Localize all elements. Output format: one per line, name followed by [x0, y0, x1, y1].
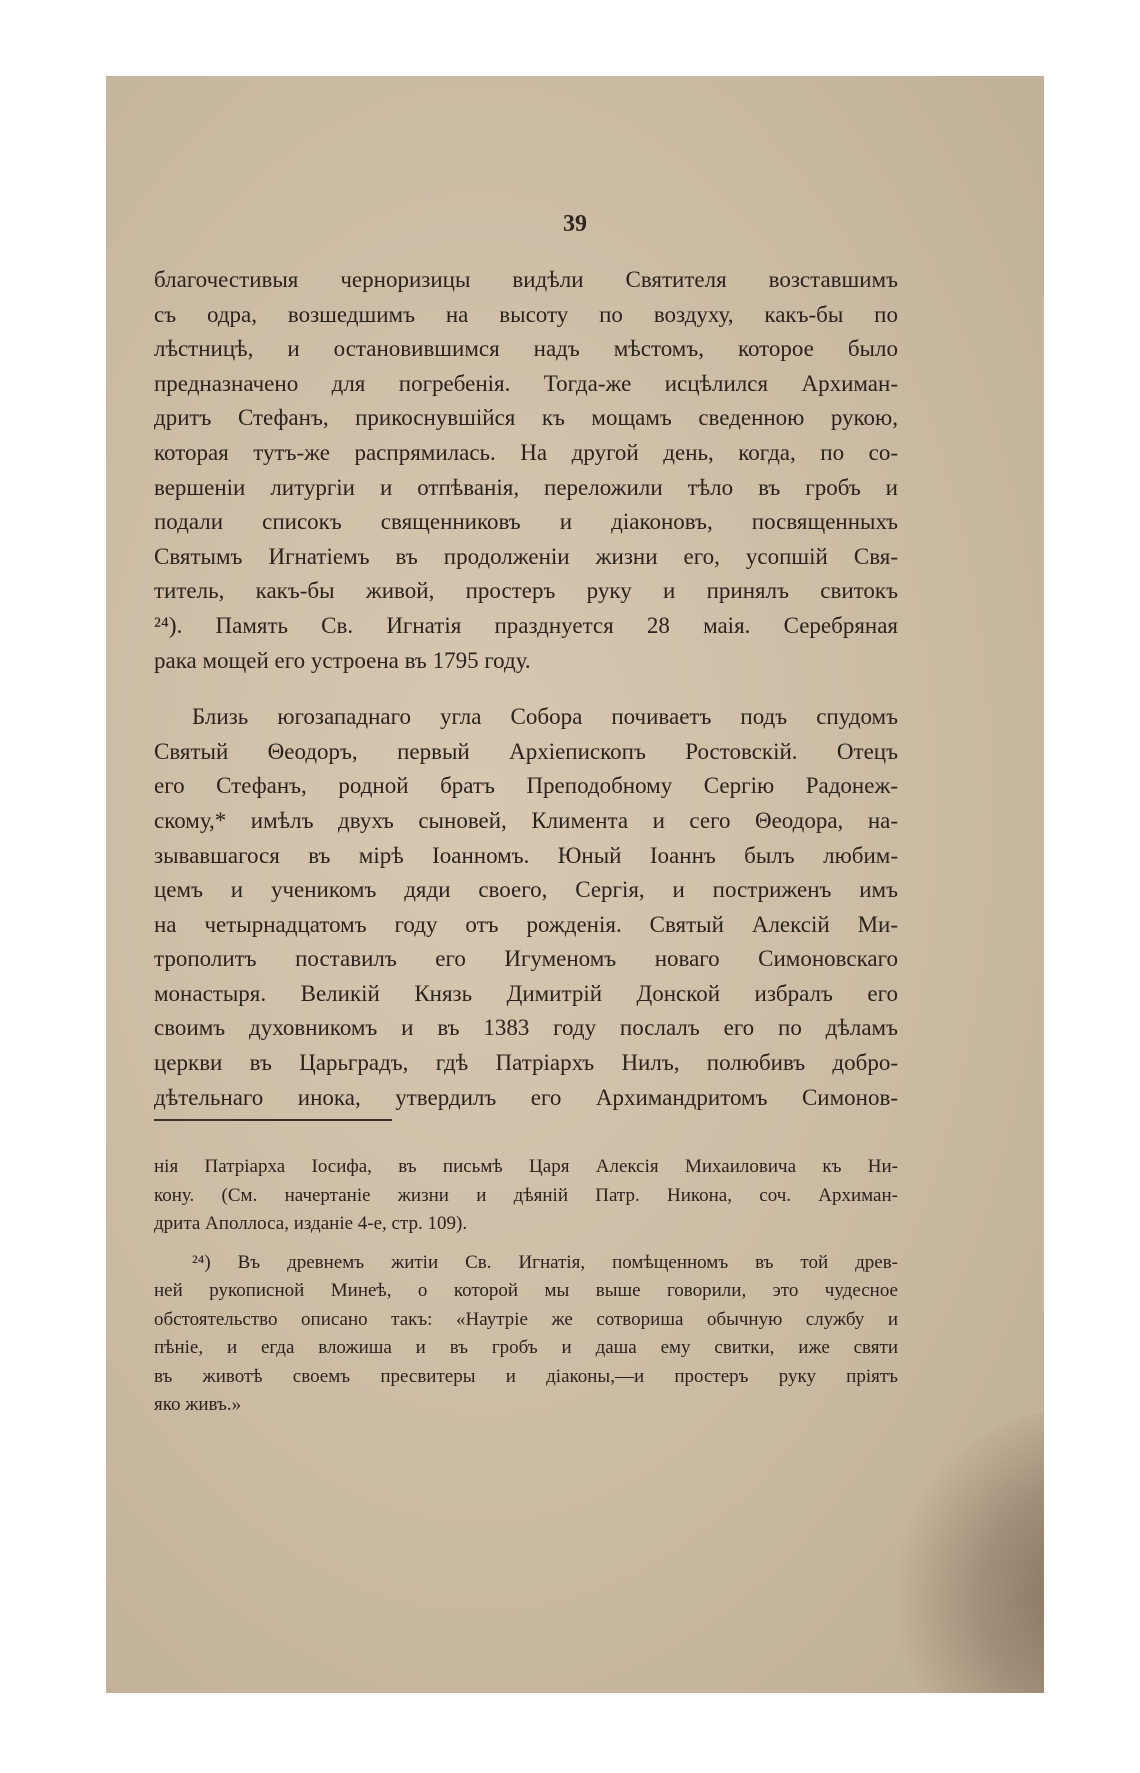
- text-line: рака мощей его устроена въ 1795 году.: [154, 647, 531, 673]
- text-line: Святымъ Игнатіемъ въ продолженіи жизни его, усопшій Свя-: [154, 543, 898, 569]
- text-line: Святый Θеодоръ, первый Архіепископъ Ростовскій. Отецъ: [154, 738, 898, 764]
- text-line: трополитъ поставилъ его Игуменомъ новаго Симоновскаго: [154, 946, 898, 972]
- text-line: на четырнадцатомъ году отъ рожденія. Святый Алексій Ми-: [154, 911, 898, 937]
- paragraph-2: [154, 700, 898, 1115]
- text-line: ²⁴). Память Св. Игнатія празднуется 28 маія. Серебряная: [154, 612, 898, 638]
- text-line: церкви въ Царьградъ, гдѣ Патріархъ Нилъ, полюбивъ добро-: [154, 1050, 898, 1076]
- text-line: зывавшагося въ мірѣ Іоанномъ. Юный Іоаннъ былъ любим-: [154, 842, 898, 868]
- footnote-divider: [154, 1119, 392, 1121]
- paragraph-1: [154, 263, 898, 678]
- page-number: 39: [563, 211, 587, 237]
- text-line: предназначено для погребенія. Тогда-же исцѣлился Архиман-: [154, 370, 898, 396]
- text-line: которая тутъ-же распрямилась. На другой день, когда, по со-: [154, 439, 898, 465]
- footnote-line: нія Патріарха Іосифа, въ письмѣ Царя Алексія Михаиловича къ Ни-: [154, 1156, 898, 1177]
- text-line: лѣстницѣ, и остановившимся надъ мѣстомъ, которое было: [154, 336, 898, 362]
- text-line: благочестивыя черноризицы видѣли Святителя возставшимъ: [154, 267, 898, 292]
- footnote-line: обстоятельство описано такъ: «Наутріе же сотвориша обычную службу и: [154, 1308, 898, 1330]
- text-line: монастыря. Великій Князь Димитрій Донской избралъ его: [154, 980, 898, 1006]
- scanned-page: [106, 76, 1044, 1693]
- text-line: подали списокъ священниковъ и діаконовъ, посвященныхъ: [154, 509, 898, 535]
- page-shadow: [886, 1406, 1044, 1693]
- footnote-line: ней рукописной Минеѣ, о которой мы выше говорили, это чудесное: [154, 1280, 898, 1301]
- footnote-line: кону. (См. начертаніе жизни и дѣяній Патр. Никона, соч. Архиман-: [154, 1184, 898, 1206]
- text-line: съ одра, возшедшимъ на высоту по воздуху, какъ-бы по: [154, 301, 898, 327]
- footnote-line: въ животѣ своемъ пресвитеры и діаконы,—и простеръ руку пріятъ: [154, 1365, 898, 1387]
- footnote-line: дрита Аполлоса, изданіе 4-е, стр. 109).: [154, 1213, 468, 1234]
- text-line: Близь югозападнаго угла Собора почиваетъ подъ спудомъ: [192, 704, 898, 730]
- text-line: своимъ духовникомъ и въ 1383 году послалъ его по дѣламъ: [154, 1015, 898, 1041]
- footnote-24: [154, 1249, 898, 1420]
- text-line: титель, какъ-бы живой, простеръ руку и принялъ свитокъ: [154, 578, 898, 604]
- main-text: [154, 263, 898, 1115]
- footnote-line: яко живъ.»: [154, 1394, 242, 1415]
- footnote-line: ²⁴) Въ древнемъ житіи Св. Игнатія, помѣщенномъ въ той древ-: [192, 1251, 898, 1273]
- text-line: цемъ и ученикомъ дяди своего, Сергія, и постриженъ имъ: [154, 877, 898, 903]
- text-line: дритъ Стефанъ, прикоснувшійся къ мощамъ сведенною рукою,: [154, 405, 898, 431]
- footnote-line: пѣніе, и егда вложиша и въ гробъ и даша ему свитки, иже святи: [154, 1337, 898, 1358]
- footnotes: [154, 1153, 898, 1420]
- footnote-continuation: [154, 1153, 898, 1239]
- text-line: скому,* имѣлъ двухъ сыновей, Климента и сего Θеодора, на-: [154, 807, 898, 833]
- text-line: дѣтельнаго инока, утвердилъ его Архимандритомъ Симонов-: [154, 1084, 898, 1110]
- text-line: его Стефанъ, родной братъ Преподобному Сергію Радонеж-: [154, 773, 898, 799]
- text-line: вершеніи литургіи и отпѣванія, переложили тѣло въ гробъ и: [154, 474, 898, 500]
